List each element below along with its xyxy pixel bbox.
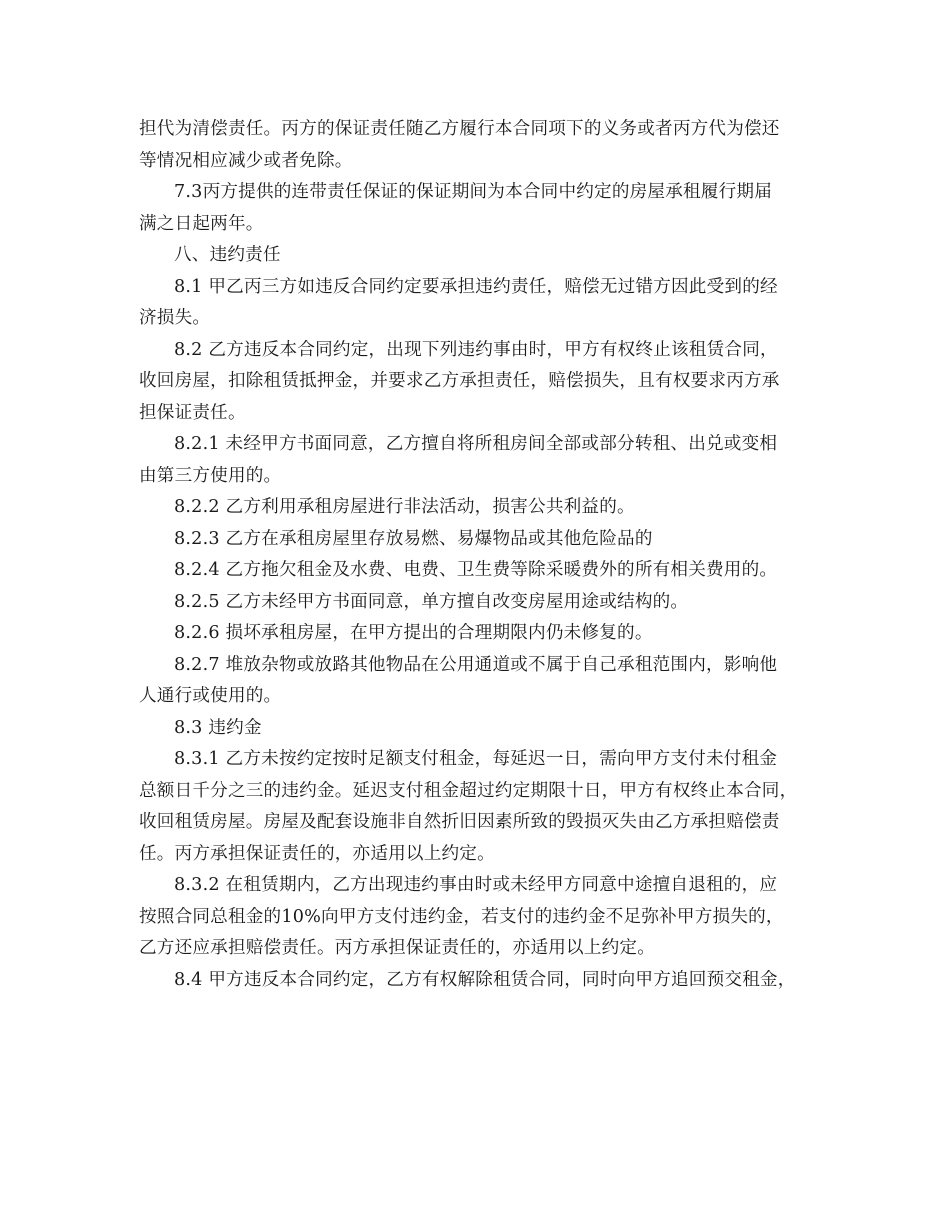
text-line: 8.3.2 在租赁期内，乙方出现违约事由时或未经甲方同意中途擅自退租的，应 [174, 875, 778, 895]
text-line: 8.2 乙方违反本合同约定，出现下列违约事由时，甲方有权终止该租赁合同， [174, 339, 778, 360]
text-line: 收回租赁房屋。房屋及配套设施非自然折旧因素所致的毁损灭失由乙方承担赔偿责 [139, 812, 780, 832]
text-line: 满之日起两年。 [139, 213, 264, 234]
text-line: 任。丙方承担保证责任的，亦适用以上约定。 [139, 843, 495, 864]
text-line: 人通行或使用的。 [139, 686, 282, 706]
section-heading: 八、违约责任 [174, 245, 281, 265]
text-line: 由第三方使用的。 [139, 465, 282, 486]
text-line: 8.2.7 堆放杂物或放路其他物品在公用通道或不属于自己承租范围内，影响他 [174, 654, 778, 675]
document-body [139, 114, 819, 996]
text-line: 担保证责任。 [139, 402, 246, 423]
text-line: 总额日千分之三的违约金。延迟支付租金超过约定期限十日，甲方有权终止本合同， [139, 780, 798, 801]
text-line: 济损失。 [139, 308, 211, 328]
text-line: 7.3丙方提供的连带责任保证的保证期间为本合同中约定的房屋承租履行期届 [174, 182, 772, 202]
text-line: 8.3.1 乙方未按约定按时足额支付租金，每延迟一日，需向甲方支付未付租金 [174, 749, 778, 769]
text-line: 8.2.5 乙方未经甲方书面同意，单方擅自改变房屋用途或结构的。 [174, 591, 689, 612]
text-line: 收回房屋，扣除租赁抵押金，并要求乙方承担责任，赔偿损失，且有权要求丙方承 [139, 371, 780, 391]
text-line: 按照合同总租金的10%向甲方支付违约金，若支付的违约金不足弥补甲方损失的， [139, 906, 784, 927]
text-line: 担代为清偿责任。丙方的保证责任随乙方履行本合同项下的义务或者丙方代为偿还 [139, 119, 780, 139]
text-line: 8.2.1 未经甲方书面同意，乙方擅自将所租房间全部或部分转租、出兑或变相 [174, 434, 778, 454]
text-line: 8.2.6 损坏承租房屋，在甲方提出的合理期限内仍未修复的。 [174, 623, 653, 643]
text-line: 等情况相应减少或者免除。 [139, 150, 353, 171]
text-line: 8.2.3 乙方在承租房屋里存放易燃、易爆物品或其他危险品的 [174, 528, 653, 549]
text-line: 8.2.2 乙方利用承租房屋进行非法活动，损害公共利益的。 [174, 497, 635, 517]
section-heading: 8.3 违约金 [174, 717, 262, 738]
text-line: 8.2.4 乙方拖欠租金及水费、电费、卫生费等除采暖费外的所有相关费用的。 [174, 560, 778, 580]
text-line: 乙方还应承担赔偿责任。丙方承担保证责任的，亦适用以上约定。 [139, 938, 656, 958]
text-line: 8.4 甲方违反本合同约定，乙方有权解除租赁合同，同时向甲方追回预交租金， [174, 969, 796, 990]
text-line: 8.1 甲乙丙三方如违反合同约定要承担违约责任，赔偿无过错方因此受到的经 [174, 276, 778, 297]
